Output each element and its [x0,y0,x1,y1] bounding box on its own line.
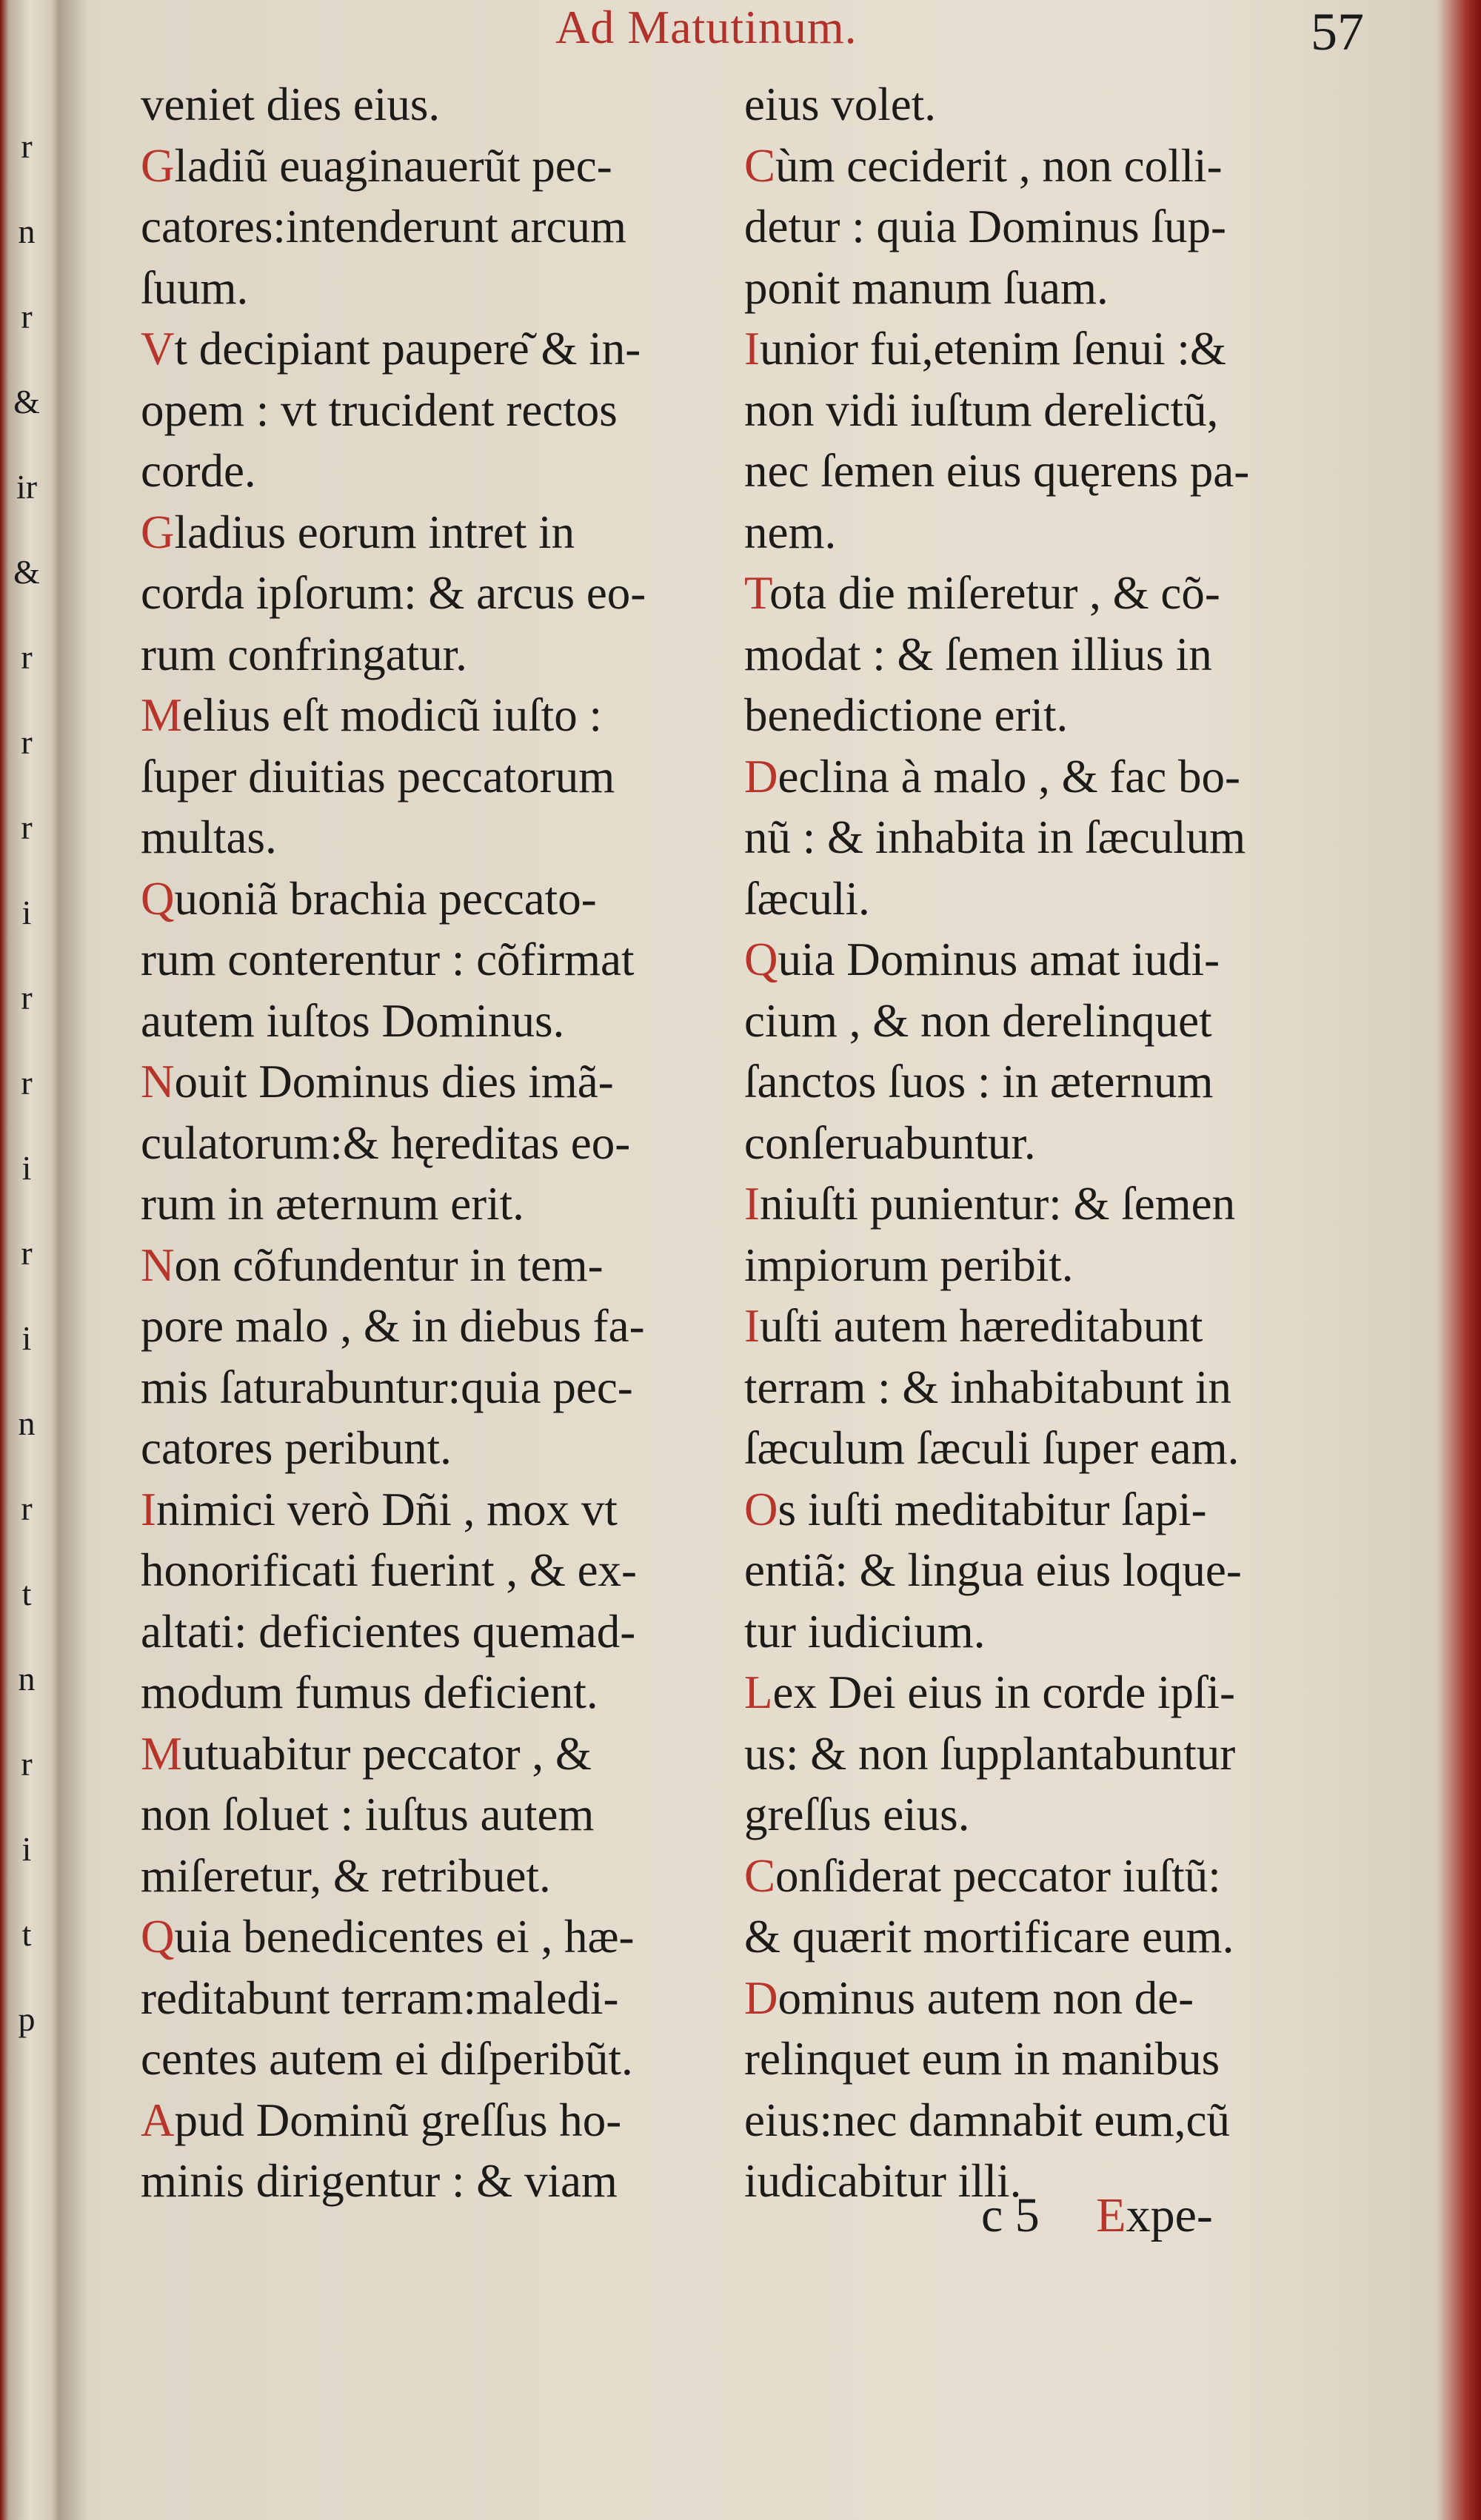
line-text: & quærit mortificare eum. [744,1911,1234,1963]
text-line [744,258,1351,319]
text-line [141,1540,733,1601]
text-line [141,1173,733,1235]
line-text: ſuper diuitias peccatorum [141,750,615,802]
line-text: catores:intenderunt arcum [141,201,626,252]
line-text: nimici verò Dñi , mox vt [156,1483,618,1535]
left-column [141,74,733,2212]
text-line [141,1906,733,1968]
text-line [141,1418,733,1479]
line-text: on cõfundentur in tem- [174,1239,604,1291]
rubric-initial: V [141,323,175,375]
text-line [744,1296,1351,1357]
text-line [744,74,1351,135]
margin-fragment: r [21,1234,33,1272]
line-text: pore malo , & in diebus fa- [141,1300,645,1352]
text-line [141,258,733,319]
margin-fragment: t [21,1915,32,1953]
text-line [744,2090,1351,2151]
text-line [744,1968,1351,2029]
margin-fragment: n [18,212,36,250]
text-line [744,624,1351,686]
line-text: s iuſti meditabitur ſapi- [778,1483,1207,1535]
line-text: altati: deficientes quemad- [141,1605,636,1658]
line-text: greſſus eius. [744,1789,970,1840]
text-line [141,1723,733,1785]
margin-fragment: i [21,894,32,931]
catchword-text: xpe- [1126,2188,1213,2242]
margin-fragment: r [21,979,33,1016]
margin-fragment: p [18,2000,36,2038]
margin-fragment: ir [16,468,38,506]
line-text: miſeretur, & retribuet. [141,1849,551,1902]
line-text: rum conterentur : cõfirmat [141,934,635,985]
text-line [141,807,733,868]
rubric-initial: C [744,139,776,192]
line-text: nem. [744,506,837,558]
text-line [141,685,733,746]
text-line [744,563,1351,624]
text-line [744,1662,1351,1723]
text-line [744,746,1351,808]
margin-fragment: n [18,1404,36,1442]
margin-fragment: & [13,383,40,420]
line-text: ponit manum ſuam. [744,261,1109,314]
margin-fragment: i [21,1319,32,1357]
line-text: impiorum peribit. [744,1239,1074,1291]
margin-fragment: i [21,1830,32,1868]
text-line [141,502,733,563]
rubric-initial: M [141,689,183,741]
line-text: veniet dies eius. [141,78,441,130]
text-line [141,1051,733,1113]
margin-fragment: r [21,1489,33,1527]
margin-fragment: n [18,1660,36,1698]
text-line [744,1051,1351,1113]
line-text: nec ſemen eius quęrens pa- [744,445,1250,497]
line-text: mis ſaturabuntur:quia pec- [141,1361,633,1413]
text-line [141,1479,733,1541]
running-head: Ad Matutinum. [555,1,857,53]
text-line [141,2151,733,2212]
text-line [744,991,1351,1052]
text-line [744,1357,1351,1418]
text-line [744,807,1351,868]
line-text: autem iuſtos Dominus. [141,994,565,1047]
line-text: utuabitur peccator , & [182,1727,592,1780]
margin-fragment: & [13,553,40,591]
line-text: eclina à malo , & fac bo- [778,750,1240,802]
text-line [744,868,1351,930]
page-number: 57 [1311,2,1364,61]
line-text: multas. [141,811,277,863]
line-text: entiã: & lingua eius loque- [744,1544,1242,1596]
line-text: conſeruabuntur. [744,1116,1036,1169]
line-text: ex Dei eius in corde ipſi- [772,1666,1236,1718]
line-text: eius volet. [744,78,936,130]
line-text: onſiderat peccator iuſtũ: [775,1849,1221,1902]
line-text: honorificati fuerint , & ex- [141,1544,638,1596]
margin-fragment: r [21,298,33,335]
line-text: non vidi iuſtum derelictũ, [744,383,1219,436]
line-text: minis dirigentur : & viam [141,2155,618,2207]
text-line [141,991,733,1052]
text-line [744,440,1351,502]
line-text: uia Dominus amat iudi- [778,934,1220,985]
rubric-initial: G [141,139,175,192]
text-line [744,2028,1351,2090]
text-line [141,2090,733,2151]
text-line [744,1540,1351,1601]
margin-fragment: r [21,723,33,761]
text-line [744,196,1351,258]
line-text: opem : vt trucident rectos [141,383,618,436]
rubric-initial: D [744,750,778,802]
text-line [141,2028,733,2090]
rubric-initial: Q [744,934,778,985]
text-line [141,318,733,380]
text-line [141,1662,733,1723]
line-text: benedictione erit. [744,689,1069,741]
rubric-initial: I [744,1300,760,1352]
line-text: uia benedicentes ei , hæ- [174,1911,635,1963]
text-line [141,868,733,930]
line-text: ladiũ euaginauerũt pec- [174,139,612,192]
line-text: rum in æternum erit. [141,1178,524,1230]
rubric-initial: G [141,506,175,558]
line-text: relinquet eum in manibus [744,2033,1220,2085]
signature-mark: c 5 [981,2188,1040,2242]
line-text: unior fui,etenim ſenui :& [759,323,1226,375]
line-text: pud Dominũ greſſus ho- [174,2094,622,2146]
text-line [141,1357,733,1418]
text-line [744,1723,1351,1785]
line-text: elius eſt modicũ iuſto : [182,689,602,741]
rubric-initial: I [744,323,760,375]
margin-fragment: r [21,808,33,846]
text-line [141,440,733,502]
text-line [141,1601,733,1663]
text-line [744,1479,1351,1541]
text-line [141,929,733,991]
line-text: uſti autem hæreditabunt [759,1300,1203,1352]
margin-fragment: i [21,1149,32,1187]
text-line [141,1784,733,1846]
line-text: uoniã brachia peccato- [174,872,597,925]
line-text: ladius eorum intret in [174,506,575,558]
text-line [141,74,733,135]
rubric-initial: N [141,1056,175,1107]
line-text: corde. [141,445,256,497]
text-line [744,1235,1351,1296]
line-text: culatorum:& hęreditas eo- [141,1116,631,1169]
rubric-initial: N [141,1239,175,1291]
line-text: iudicabitur illi. [744,2155,1022,2207]
text-line [744,1846,1351,1907]
line-text: ùm ceciderit , non colli- [775,139,1223,192]
line-text: modum fumus deficient. [141,1666,598,1718]
facing-page-fragments [4,104,49,2062]
margin-fragment: r [21,1745,33,1783]
text-line [141,380,733,441]
line-text: ſæculum ſæculi ſuper eam. [744,1422,1240,1474]
text-line [744,1173,1351,1235]
text-line [141,135,733,197]
text-line [141,563,733,624]
gutter-shadow [59,0,89,2520]
rubric-initial: Q [141,872,175,925]
text-line [141,746,733,808]
line-text: centes autem ei diſperibũt. [141,2033,633,2085]
line-text: niuſti punientur: & ſemen [759,1178,1236,1230]
line-text: catores peribunt. [141,1422,452,1474]
text-line [744,685,1351,746]
right-column [744,74,1351,2212]
text-line [744,135,1351,197]
line-text: tur iudicium. [744,1605,986,1658]
text-line [744,380,1351,441]
rubric-initial: M [141,1727,183,1780]
line-text: ſuum. [141,261,249,314]
line-text: corda ipſorum: & arcus eo- [141,567,646,619]
rubric-initial: I [744,1178,760,1230]
text-line [744,1906,1351,1968]
rubric-initial: T [744,567,770,619]
line-text: ſanctos ſuos : in æternum [744,1056,1214,1107]
text-line [744,1418,1351,1479]
text-line [744,929,1351,991]
line-text: ouit Dominus dies imã- [174,1056,614,1107]
rubric-initial: D [744,1971,778,2024]
line-text: ominus autem non de- [778,1971,1194,2024]
rubric-initial: Q [141,1911,175,1963]
text-line [141,624,733,686]
footer-catchwords [981,2188,1213,2244]
text-line [744,1601,1351,1663]
line-text: us: & non ſupplantabuntur [744,1727,1236,1780]
line-text: non ſoluet : iuſtus autem [141,1789,595,1840]
line-text: ſæculi. [744,872,870,925]
line-text: ota die miſeretur , & cõ- [769,567,1220,619]
line-text: eius:nec damnabit eum,cũ [744,2094,1231,2146]
margin-fragment: t [21,1575,32,1612]
rubric-initial: A [141,2094,175,2146]
text-line [744,1784,1351,1846]
line-text: cium , & non derelinquet [744,994,1212,1047]
margin-fragment: r [21,638,33,676]
line-text: rum confringatur. [141,628,467,680]
catchword-initial: E [1096,2188,1126,2242]
text-line [141,196,733,258]
rubric-initial: C [744,1849,776,1902]
text-line [744,318,1351,380]
line-text: detur : quia Dominus ſup- [744,201,1226,252]
rubric-initial: I [141,1483,156,1535]
text-line [141,1968,733,2029]
line-text: reditabunt terram:maledi- [141,1971,619,2024]
margin-fragment: r [21,1064,33,1102]
line-text: modat : & ſemen illius in [744,628,1212,680]
line-text: terram : & inhabitabunt in [744,1361,1231,1413]
margin-fragment: r [21,127,33,165]
line-text: nũ : & inhabita in ſæculum [744,811,1246,863]
text-line [141,1113,733,1174]
text-line [141,1296,733,1357]
text-line [744,1113,1351,1174]
rubric-initial: L [744,1666,773,1718]
text-line [141,1846,733,1907]
text-line [141,1235,733,1296]
text-line [744,502,1351,563]
line-text: t decipiant paupere͂ & in- [174,323,641,375]
rubric-initial: O [744,1483,778,1535]
